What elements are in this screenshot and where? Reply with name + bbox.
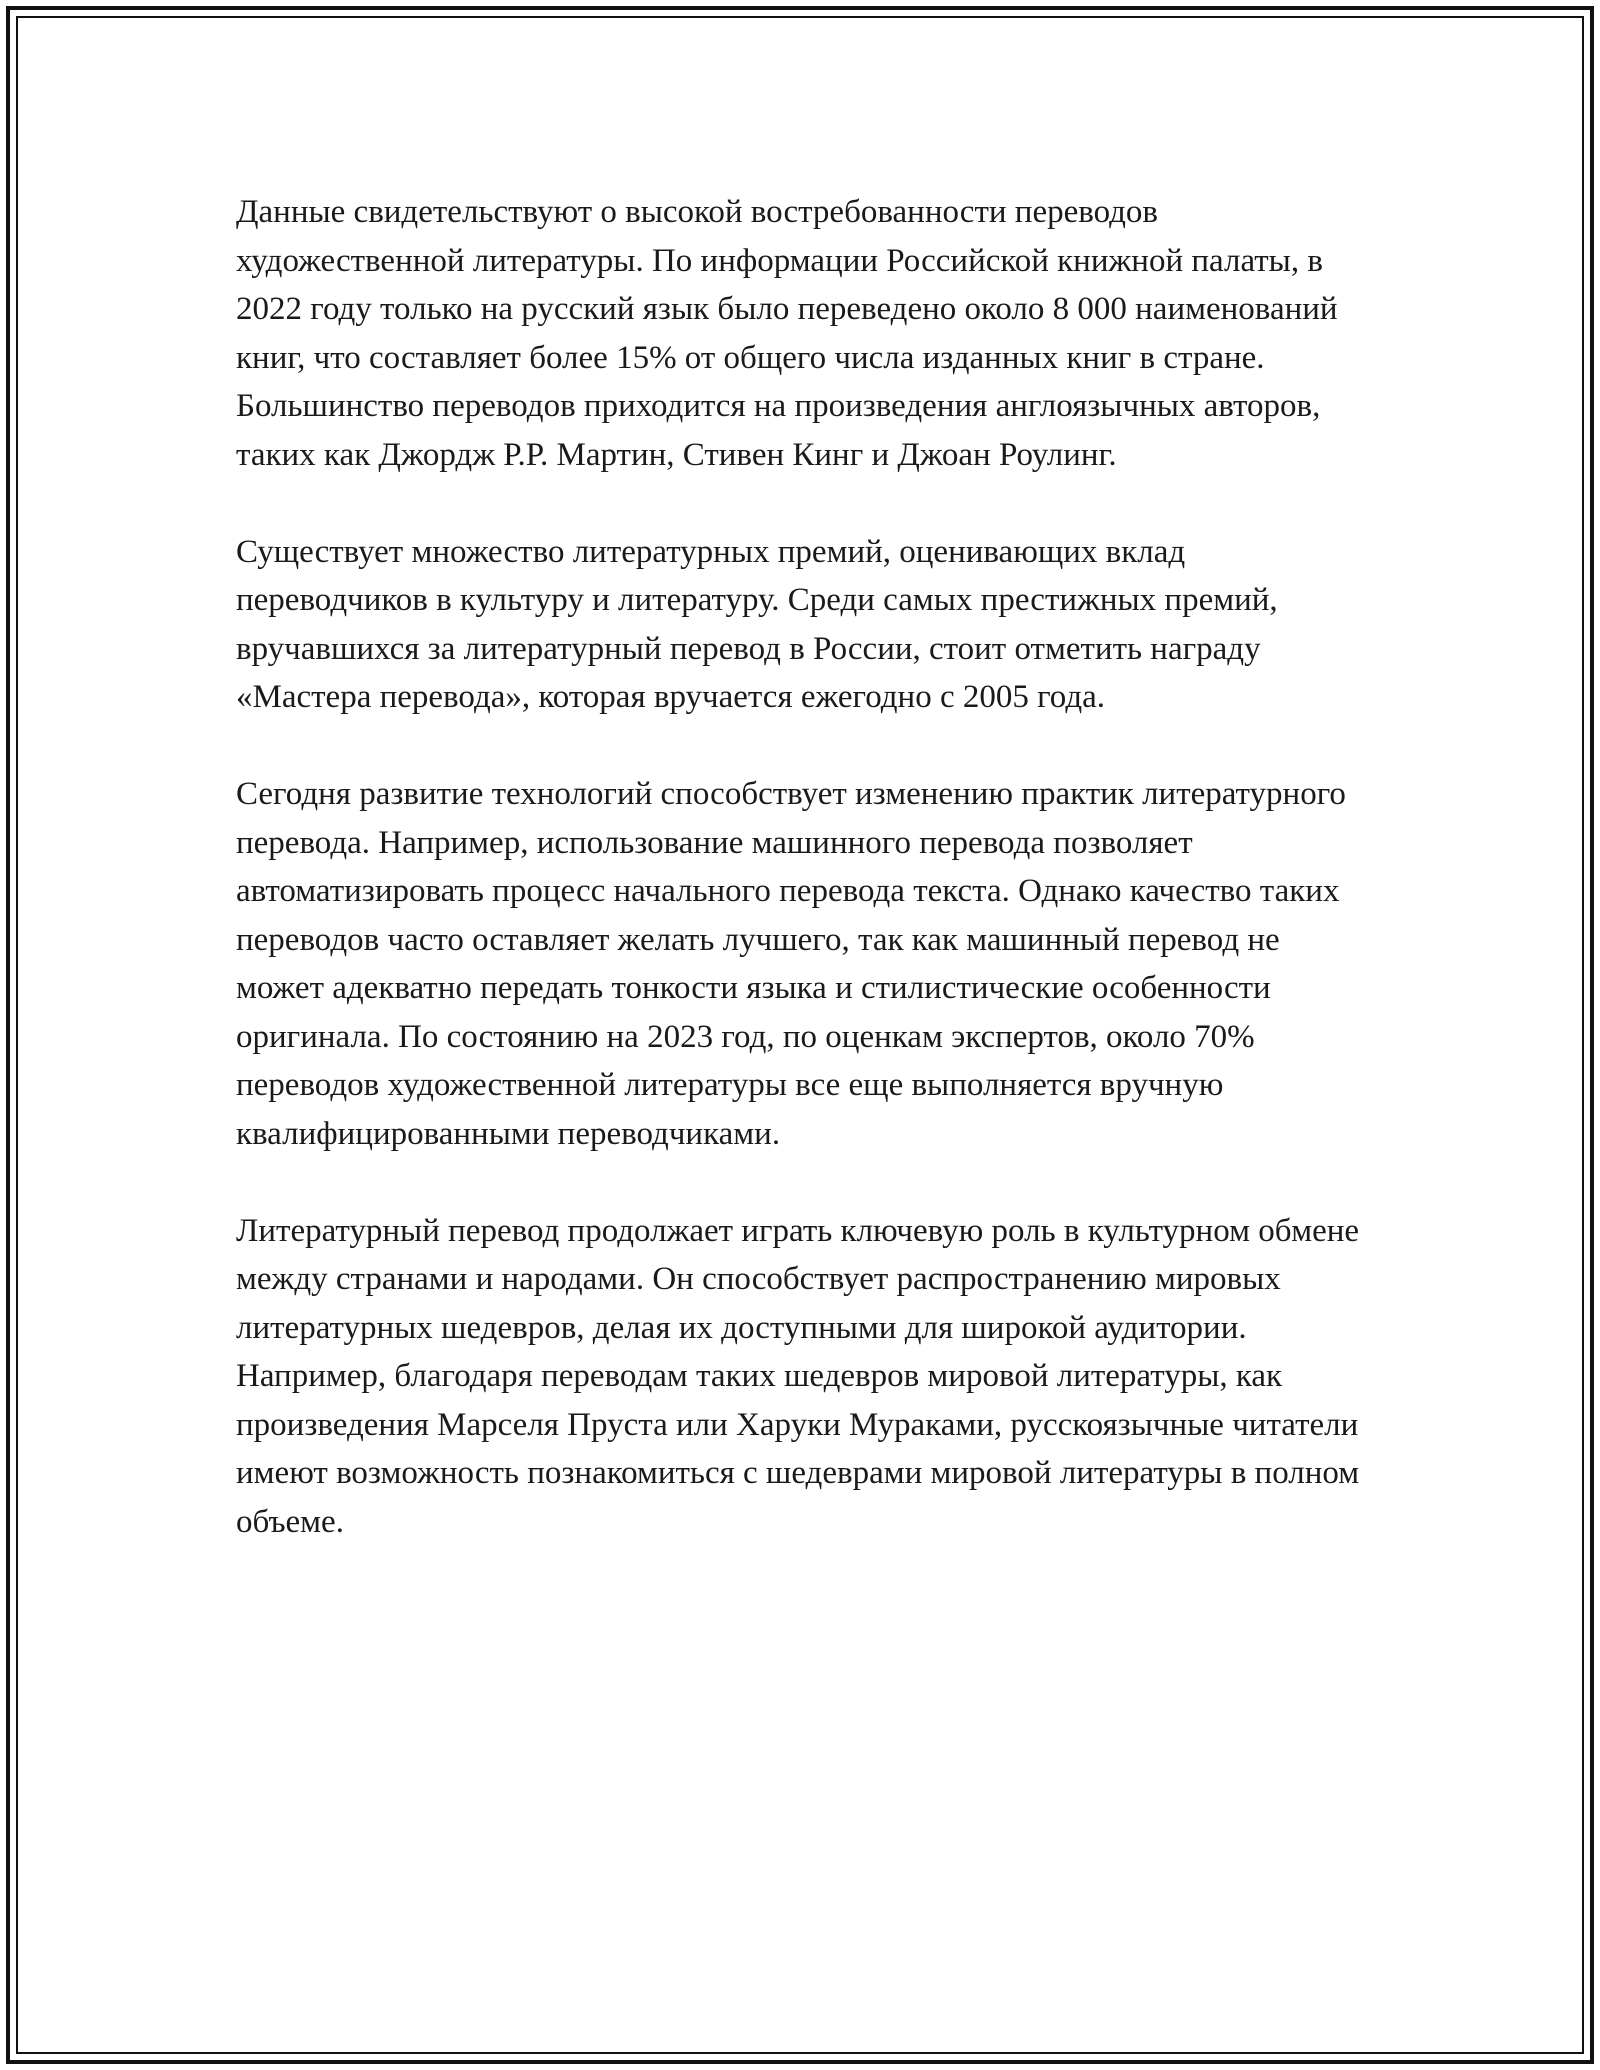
paragraph-machine-translation: Сегодня развитие технологий способствует изменению практик литературного перевода. Например, использование машинного перевода позволяет автоматизировать процесс начального перевода текста. Однако качество таких переводов часто оставляет желать лучшего, так как машинный перевод не может адекватно передать тонкости языка и стилистические особенности оригинала. По состоянию на 2023 год, по оценкам экспертов, около 70% переводов художественной литературы все еще выполняется вручную квалифицированными переводчиками. [236, 776, 1346, 1152]
paragraph-literary-awards: Существует множество литературных премий, оценивающих вклад переводчиков в культуру и литературу. Среди самых престижных премий, вручавшихся за литературный перевод в России, стоит отметить награду «Мастера перевода», которая вручается ежегодно с 2005 года. [236, 533, 1278, 715]
document-body [236, 188, 1364, 1546]
paragraph-translation-demand: Данные свидетельствуют о высокой востребованности переводов художественной литературы. По информации Российской книжной палаты, в 2022 году только на русский язык было переведено около 8 000 наименований книг, что составляет более 15% от общего числа изданных книг в стране. Большинство переводов приходится на произведения англоязычных авторов, таких как Джордж Р.Р. Мартин, Стивен Кинг и Джоан Роулинг. [236, 194, 1338, 473]
paragraph-cultural-exchange: Литературный перевод продолжает играть ключевую роль в культурном обмене между странами и народами. Он способствует распространению мировых литературных шедевров, делая их доступными для широкой аудитории. Например, благодаря переводам таких шедевров мировой литературы, как произведения Марселя Пруста или Харуки Мураками, русскоязычные читатели имеют возможность познакомиться с шедеврами мировой литературы в полном объеме. [236, 1212, 1360, 1540]
